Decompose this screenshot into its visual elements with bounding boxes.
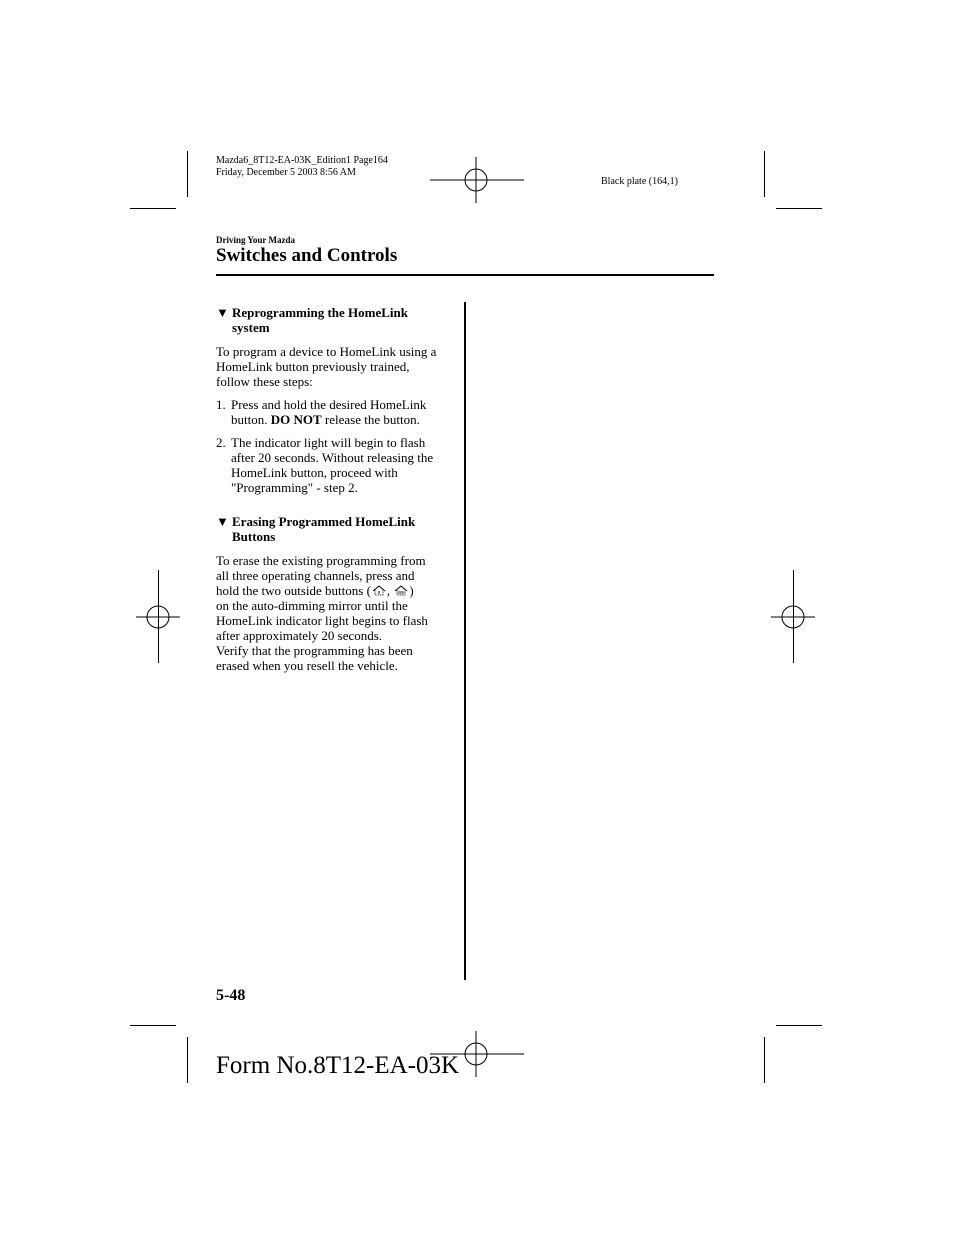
heading-line: Reprogramming the HomeLink [232,305,408,320]
registration-mark-right [771,604,815,630]
erase-paragraph [216,553,456,673]
text-fragment: , [386,583,391,598]
triangle-marker-icon: ▼ [216,514,229,529]
list-number: 2. [216,435,226,450]
crop-mark [130,208,176,209]
text-line: To program a device to HomeLink using a [216,344,437,359]
section-heading [216,305,456,335]
section-reprogramming [216,305,456,495]
list-item [216,397,456,427]
breadcrumb: Driving Your Mazda [216,235,296,245]
text-fragment: button. [231,412,268,427]
text-line: To erase the existing programming from [216,553,426,568]
section-erasing [216,514,456,673]
emphasis-text: DO NOT [270,412,322,427]
text-line: Verify that the programming has been [216,643,413,658]
intro-paragraph [216,344,456,389]
text-line: HomeLink button previously trained, [216,359,410,374]
page-title: Switches and Controls [216,245,398,266]
text-line: The indicator light will begin to flash [231,435,426,450]
crop-mark [776,208,822,209]
crop-mark [187,151,188,197]
black-plate-label: Black plate (164,1) [601,176,678,187]
section-heading [216,514,456,544]
list-number: 1. [216,397,226,412]
text-line: Press and hold the desired HomeLink [231,397,427,412]
print-metadata [216,155,388,179]
text-line: follow these steps: [216,374,313,389]
crop-mark [776,1025,822,1026]
heading-line: Buttons [232,529,276,544]
homelink-button-1-icon [371,584,387,597]
text-line: all three operating channels, press and [216,568,415,583]
text-line: erased when you resell the vehicle. [216,658,398,673]
print-metadata-line2: Friday, December 5 2003 8:56 AM [216,167,356,178]
registration-mark-left [136,604,180,630]
text-fragment: hold the two outside buttons ( [216,583,371,598]
print-metadata-line1: Mazda6_8T12-EA-03K_Edition1 Page164 [216,155,388,166]
text-line: on the auto-dimming mirror until the [216,598,408,613]
text-fragment: ) [409,583,414,598]
text-fragment: release the button. [324,412,420,427]
crop-mark [764,151,765,197]
heading-line: Erasing Programmed HomeLink [232,514,416,529]
page-number: 5-48 [216,987,246,1004]
column-divider [464,302,466,980]
heading-line: system [232,320,270,335]
text-line: "Programming" - step 2. [231,480,358,495]
homelink-button-3-icon [393,584,409,597]
text-line: HomeLink button, proceed with [231,465,398,480]
text-line: after approximately 20 seconds. [216,628,383,643]
crop-mark [130,1025,176,1026]
form-number: Form No.8T12-EA-03K [216,1052,460,1079]
crop-mark [764,1037,765,1083]
title-rule [216,274,714,276]
registration-mark-top [430,157,524,203]
list-item [216,435,456,495]
triangle-marker-icon: ▼ [216,305,229,320]
text-line: after 20 seconds. Without releasing the [231,450,434,465]
crop-mark [187,1037,188,1083]
text-line: HomeLink indicator light begins to flash [216,613,428,628]
